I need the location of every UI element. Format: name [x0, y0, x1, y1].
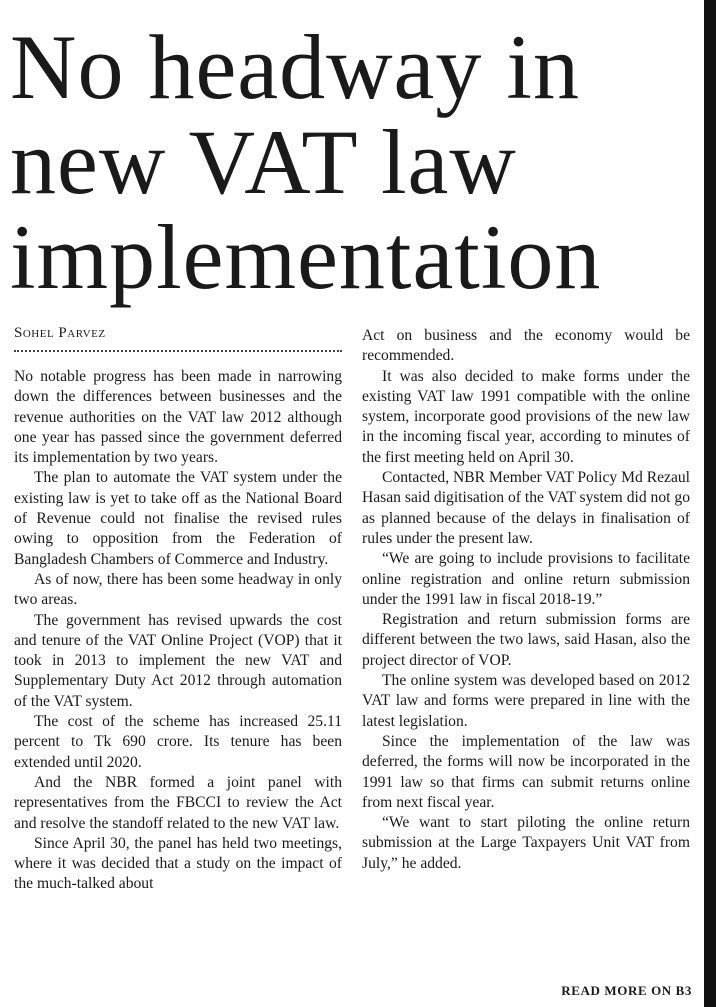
paragraph: The cost of the scheme has increased 25.11 percent to Tk 690 crore. Its tenure has been extended until 2020. [14, 713, 342, 771]
paragraph: “We want to start piloting the online return submission at the Large Taxpayers Unit VAT from July,” he added. [362, 814, 690, 872]
paragraph: And the NBR formed a joint panel with representatives from the FBCCI to review the Act and resolve the standoff related to the new VAT law. [14, 773, 342, 832]
headline-line-2: new VAT law [10, 111, 517, 213]
headline-line-3: implementation [10, 206, 602, 308]
paragraph: As of now, there has been some headway in only two areas. [14, 570, 342, 609]
article-column-left [14, 367, 342, 895]
read-more-link[interactable]: READ MORE ON B3 [561, 983, 692, 998]
article-column-right [362, 326, 690, 874]
paragraph: Act on business and the economy would be recommended. [362, 327, 690, 365]
paragraph: The government has revised upwards the cost and tenure of the VAT Online Project (VOP) that it took in 2013 to implement the new VAT and Supplementary Duty Act 2012 through automation of the VAT system. [14, 611, 342, 710]
byline: Sohel Parvez [14, 325, 106, 341]
page-edge-rule [704, 0, 716, 1007]
paragraph: It was also decided to make forms under the existing VAT law 1991 compatible with the online system, incorporate good provisions of the new law in the incoming fiscal year, according to minutes of the first meeting held on April 30. [362, 367, 690, 466]
paragraph: “We are going to include provisions to facilitate online registration and online return submission under the 1991 law in fiscal 2018-19.” [362, 550, 690, 608]
headline [10, 16, 700, 308]
paragraph: Since the implementation of the law was deferred, the forms will now be incorporated in the 1991 law so that firms can submit returns online from next fiscal year. [362, 732, 690, 811]
paragraph: Registration and return submission forms are different between the two laws, said Hasan, also the project director of VOP. [362, 611, 690, 669]
paragraph: No notable progress has been made in narrowing down the differences between businesses and the revenue authorities on the VAT law 2012 although one year has passed since the government deferred its implementation by two years. [14, 368, 342, 467]
paragraph: The online system was developed based on 2012 VAT law and forms were prepared in line with the latest legislation. [362, 672, 690, 730]
paragraph: Since April 30, the panel has held two meetings, where it was decided that a study on the impact of the much-talked about [14, 834, 342, 893]
byline-divider [14, 350, 342, 352]
headline-line-1: No headway in [10, 16, 580, 118]
paragraph: The plan to automate the VAT system under the existing law is yet to take off as the National Board of Revenue could not finalise the revised rules owing to opposition from the Federation of Bangladesh Chambers of Commerce and Industry. [14, 469, 342, 568]
paragraph: Contacted, NBR Member VAT Policy Md Rezaul Hasan said digitisation of the VAT system did not go as planned because of the delays in finalisation of rules under the present law. [362, 469, 690, 547]
